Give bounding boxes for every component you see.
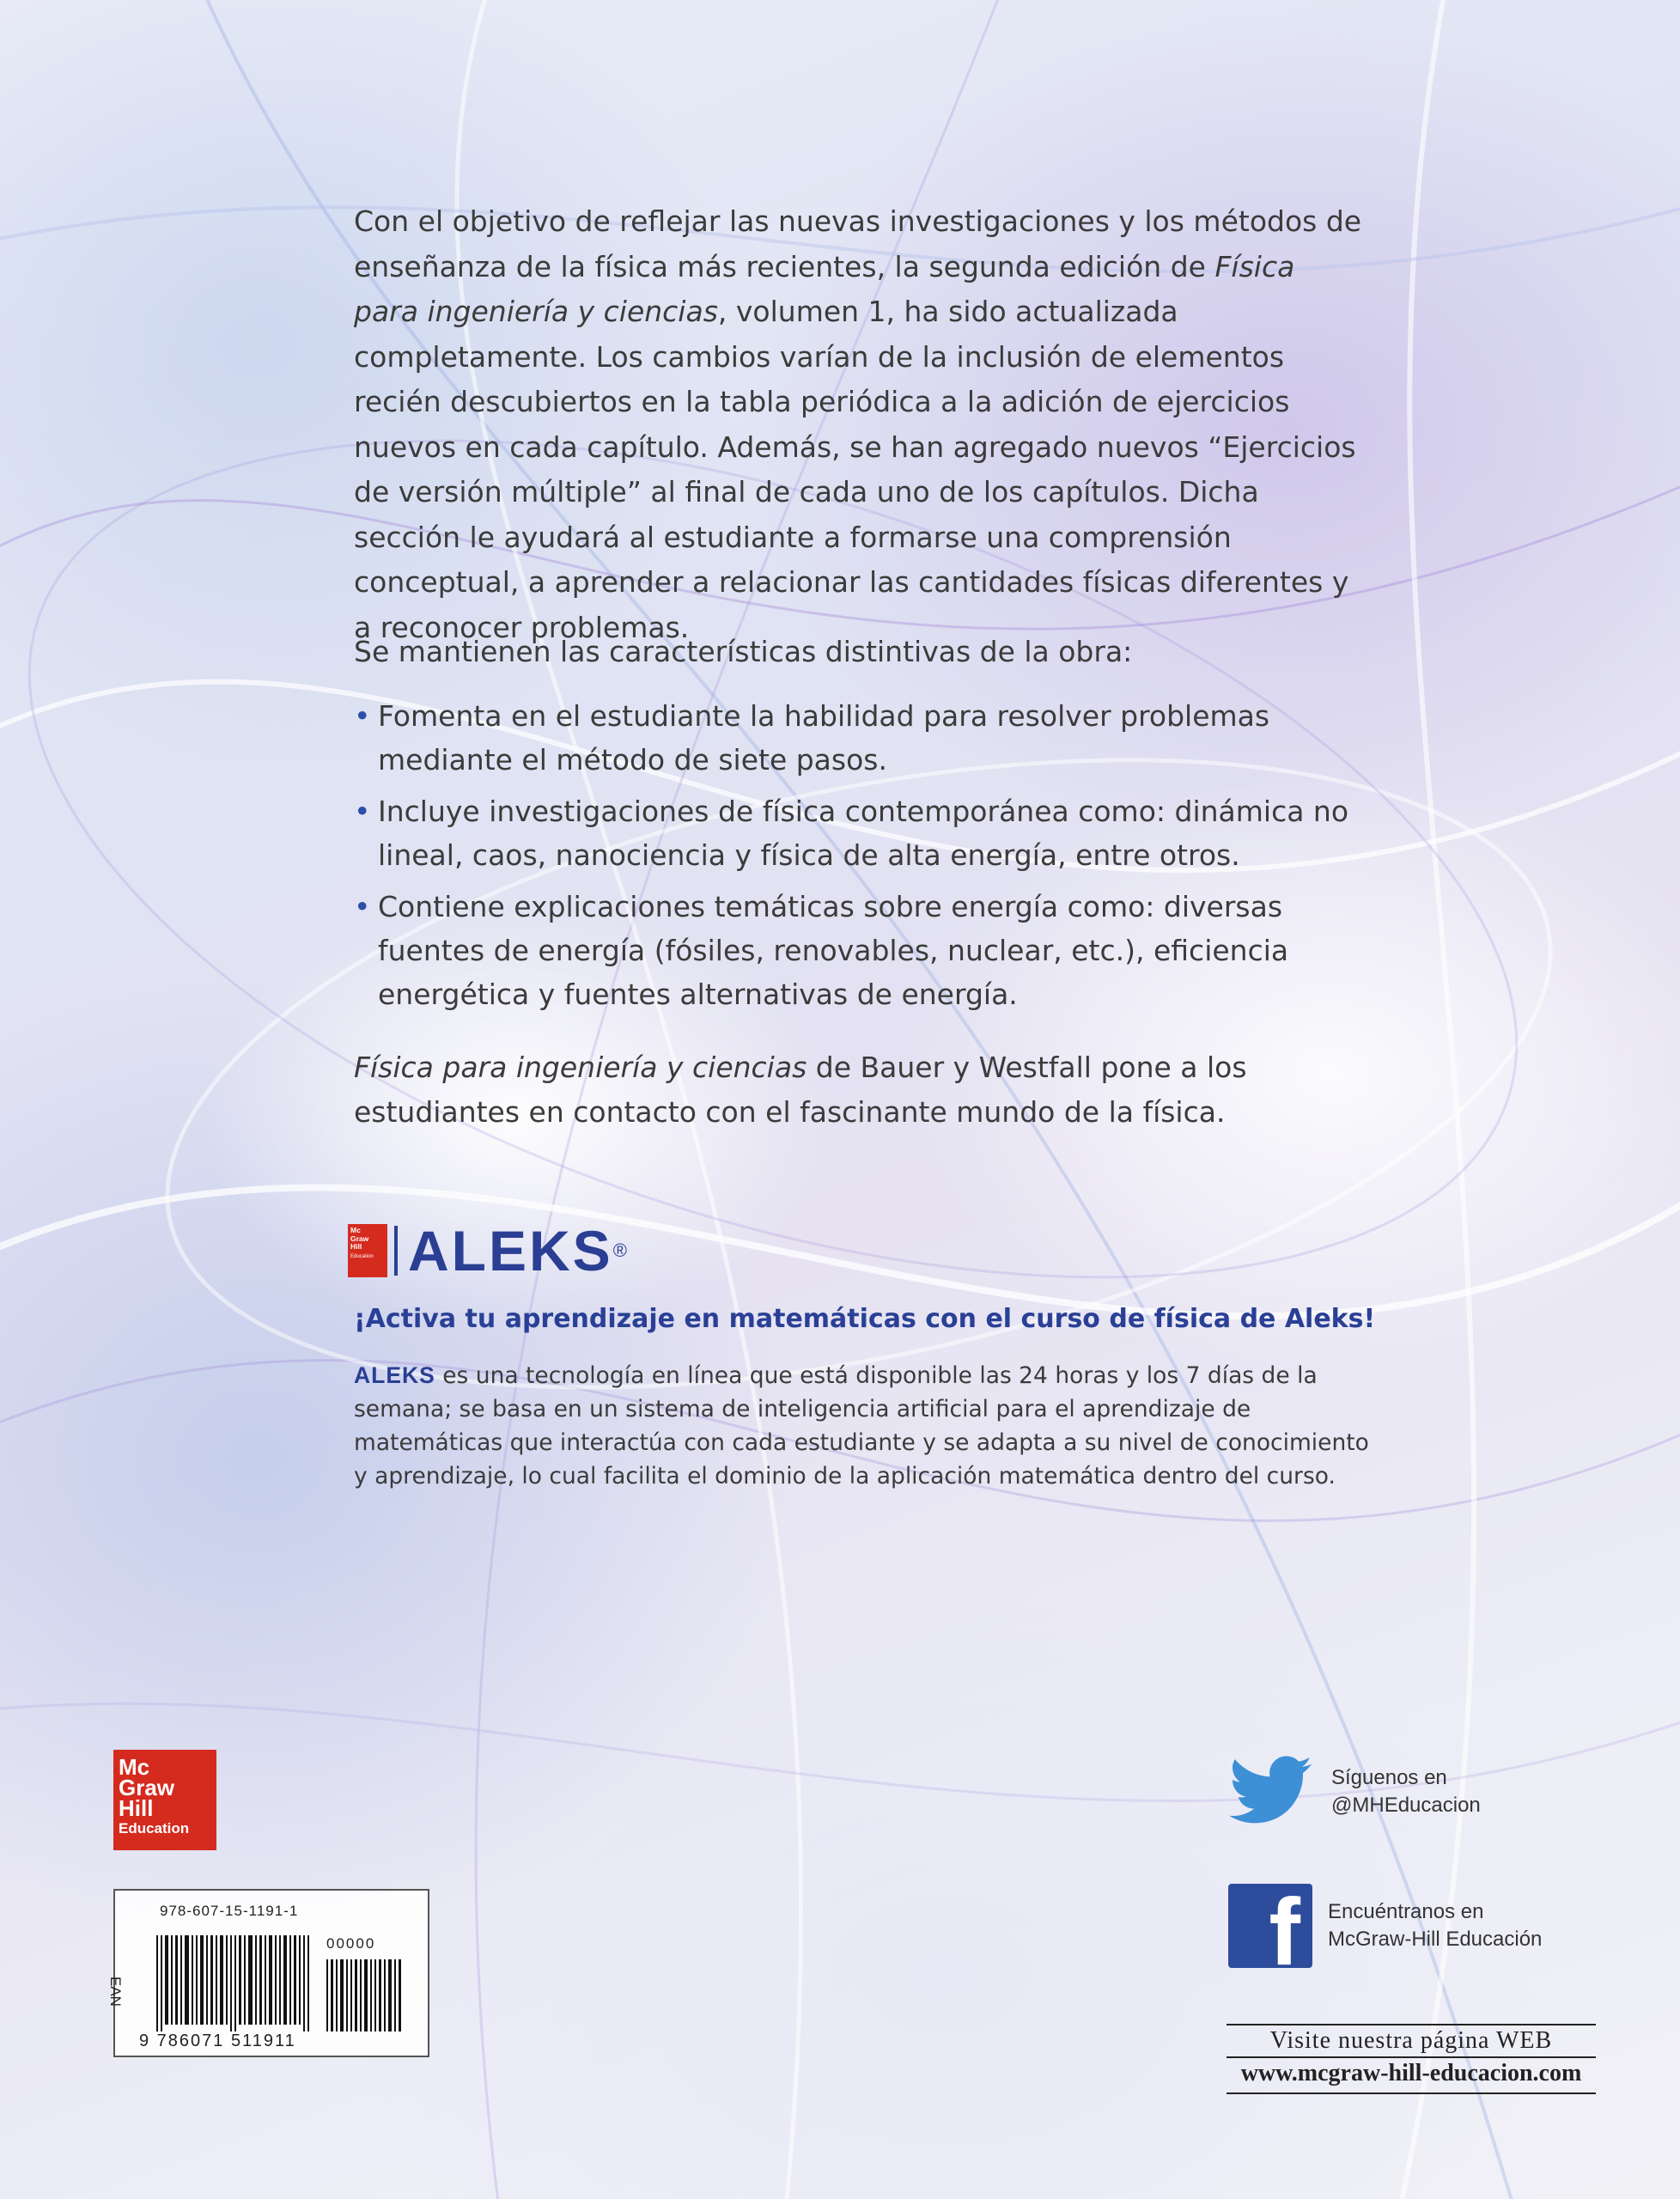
logo-divider xyxy=(394,1226,398,1276)
aleks-wordmark xyxy=(408,1219,627,1282)
logo-line: Graw xyxy=(119,1775,175,1800)
list-item-text: Fomenta en el estudiante la habilidad para resolver problemas mediante el método de siete pasos. xyxy=(378,699,1270,777)
registered-mark: ® xyxy=(612,1240,627,1261)
facebook-line: Encuéntranos en xyxy=(1328,1900,1484,1923)
aleks-headline: ¡Activa tu aprendizaje en matemáticas con el curso de física de Aleks! xyxy=(354,1304,1376,1334)
facebook-caption xyxy=(1328,1898,1542,1953)
mcgraw-hill-mini-logo xyxy=(348,1224,387,1277)
book-title-italic: Física para ingeniería y ciencias xyxy=(354,1051,807,1084)
list-item xyxy=(354,694,1393,782)
logo-line: Mc xyxy=(119,1754,150,1780)
list-item-text: Incluye investigaciones de física contemporánea como: dinámica no lineal, caos, nanociencia y física de alta energía, entre otros. xyxy=(378,795,1349,872)
divider xyxy=(1227,2092,1596,2094)
website-block xyxy=(1227,2024,1596,2094)
ean-label: EAN xyxy=(107,1977,124,2007)
facebook-icon[interactable] xyxy=(1228,1884,1312,1968)
barcode-box xyxy=(107,1889,429,2057)
aleks-description-text: es una tecnología en línea que está disponible las 24 horas y los 7 días de la semana; se basa en un sistema de inteligencia artificial para el aprendizaje de matemáticas que interactúa con cada estudiante y se adapta a su nivel de conocimiento y aprendizaje, lo cual facilita el dominio de la aplicación matemática dentro del curso. xyxy=(354,1362,1369,1489)
twitter-caption xyxy=(1331,1764,1481,1819)
closing-text: de Bauer y Westfall pone a los estudiantes en contacto con el fascinante mundo de la física. xyxy=(354,1051,1247,1129)
features-list xyxy=(354,694,1393,1024)
intro-paragraph xyxy=(354,199,1367,650)
facebook-page-name[interactable]: McGraw-Hill Educación xyxy=(1328,1928,1543,1951)
website-url-link[interactable]: www.mcgraw-hill-educacion.com xyxy=(1240,2060,1582,2086)
aleks-brand: ALEKS xyxy=(408,1219,613,1282)
facebook-f-glyph: f xyxy=(1269,1884,1300,1968)
intro-text-start: Con el objetivo de reflejar las nuevas investigaciones y los métodos de enseñanza de la física más recientes, la segunda edición de xyxy=(354,204,1362,283)
barcode-addon: 00000 xyxy=(326,1935,376,1952)
aleks-logo xyxy=(348,1219,627,1282)
logo-line: Graw xyxy=(350,1234,369,1243)
logo-line: Hill xyxy=(350,1242,362,1251)
logo-education: Education xyxy=(350,1253,374,1259)
list-item xyxy=(354,789,1393,877)
isbn-number: 978-607-15-1191-1 xyxy=(160,1903,299,1919)
intro-text-end: , volumen 1, ha sido actualizada completamente. Los cambios varían de la inclusión de elementos recién descubiertos en la tabla periódica a la adición de ejercicios nuevos en cada capítulo. Además, se han agregado nuevos “Ejercicios de versión múltiple” al final de cada uno de los capítulos. Dicha sección le ayudará al estudiante a formarse una comprensión conceptual, a aprender a relacionar las cantidades físicas diferentes y a reconocer problemas. xyxy=(354,295,1356,644)
list-item xyxy=(354,885,1393,1016)
aleks-inline-brand: ALEKS xyxy=(354,1362,435,1388)
logo-line: Mc xyxy=(350,1226,361,1234)
barcode-digits: 9 786071 511911 xyxy=(139,2031,296,2050)
bullet-icon: • xyxy=(354,795,371,828)
book-title-italic: Física para ingeniería y ciencias xyxy=(354,249,1295,328)
features-lead: Se mantienen las características distintivas de la obra: xyxy=(354,635,1133,668)
logo-line: Hill xyxy=(119,1795,154,1821)
list-item-text: Contiene explicaciones temáticas sobre energía como: diversas fuentes de energía (fósiles, renovables, nuclear, etc.), eficiencia energética y fuentes alternativas de energía. xyxy=(378,890,1289,1011)
bullet-icon: • xyxy=(354,890,371,923)
twitter-handle[interactable]: @MHEducacion xyxy=(1331,1794,1481,1817)
website-label: Visite nuestra página WEB xyxy=(1269,2027,1553,2054)
twitter-line: Síguenos en xyxy=(1331,1766,1447,1789)
mcgraw-hill-logo xyxy=(113,1750,216,1850)
aleks-description xyxy=(354,1359,1385,1493)
twitter-bird-icon[interactable] xyxy=(1228,1756,1312,1824)
closing-paragraph xyxy=(354,1045,1367,1135)
bullet-icon: • xyxy=(354,699,371,733)
logo-education: Education xyxy=(119,1820,190,1837)
